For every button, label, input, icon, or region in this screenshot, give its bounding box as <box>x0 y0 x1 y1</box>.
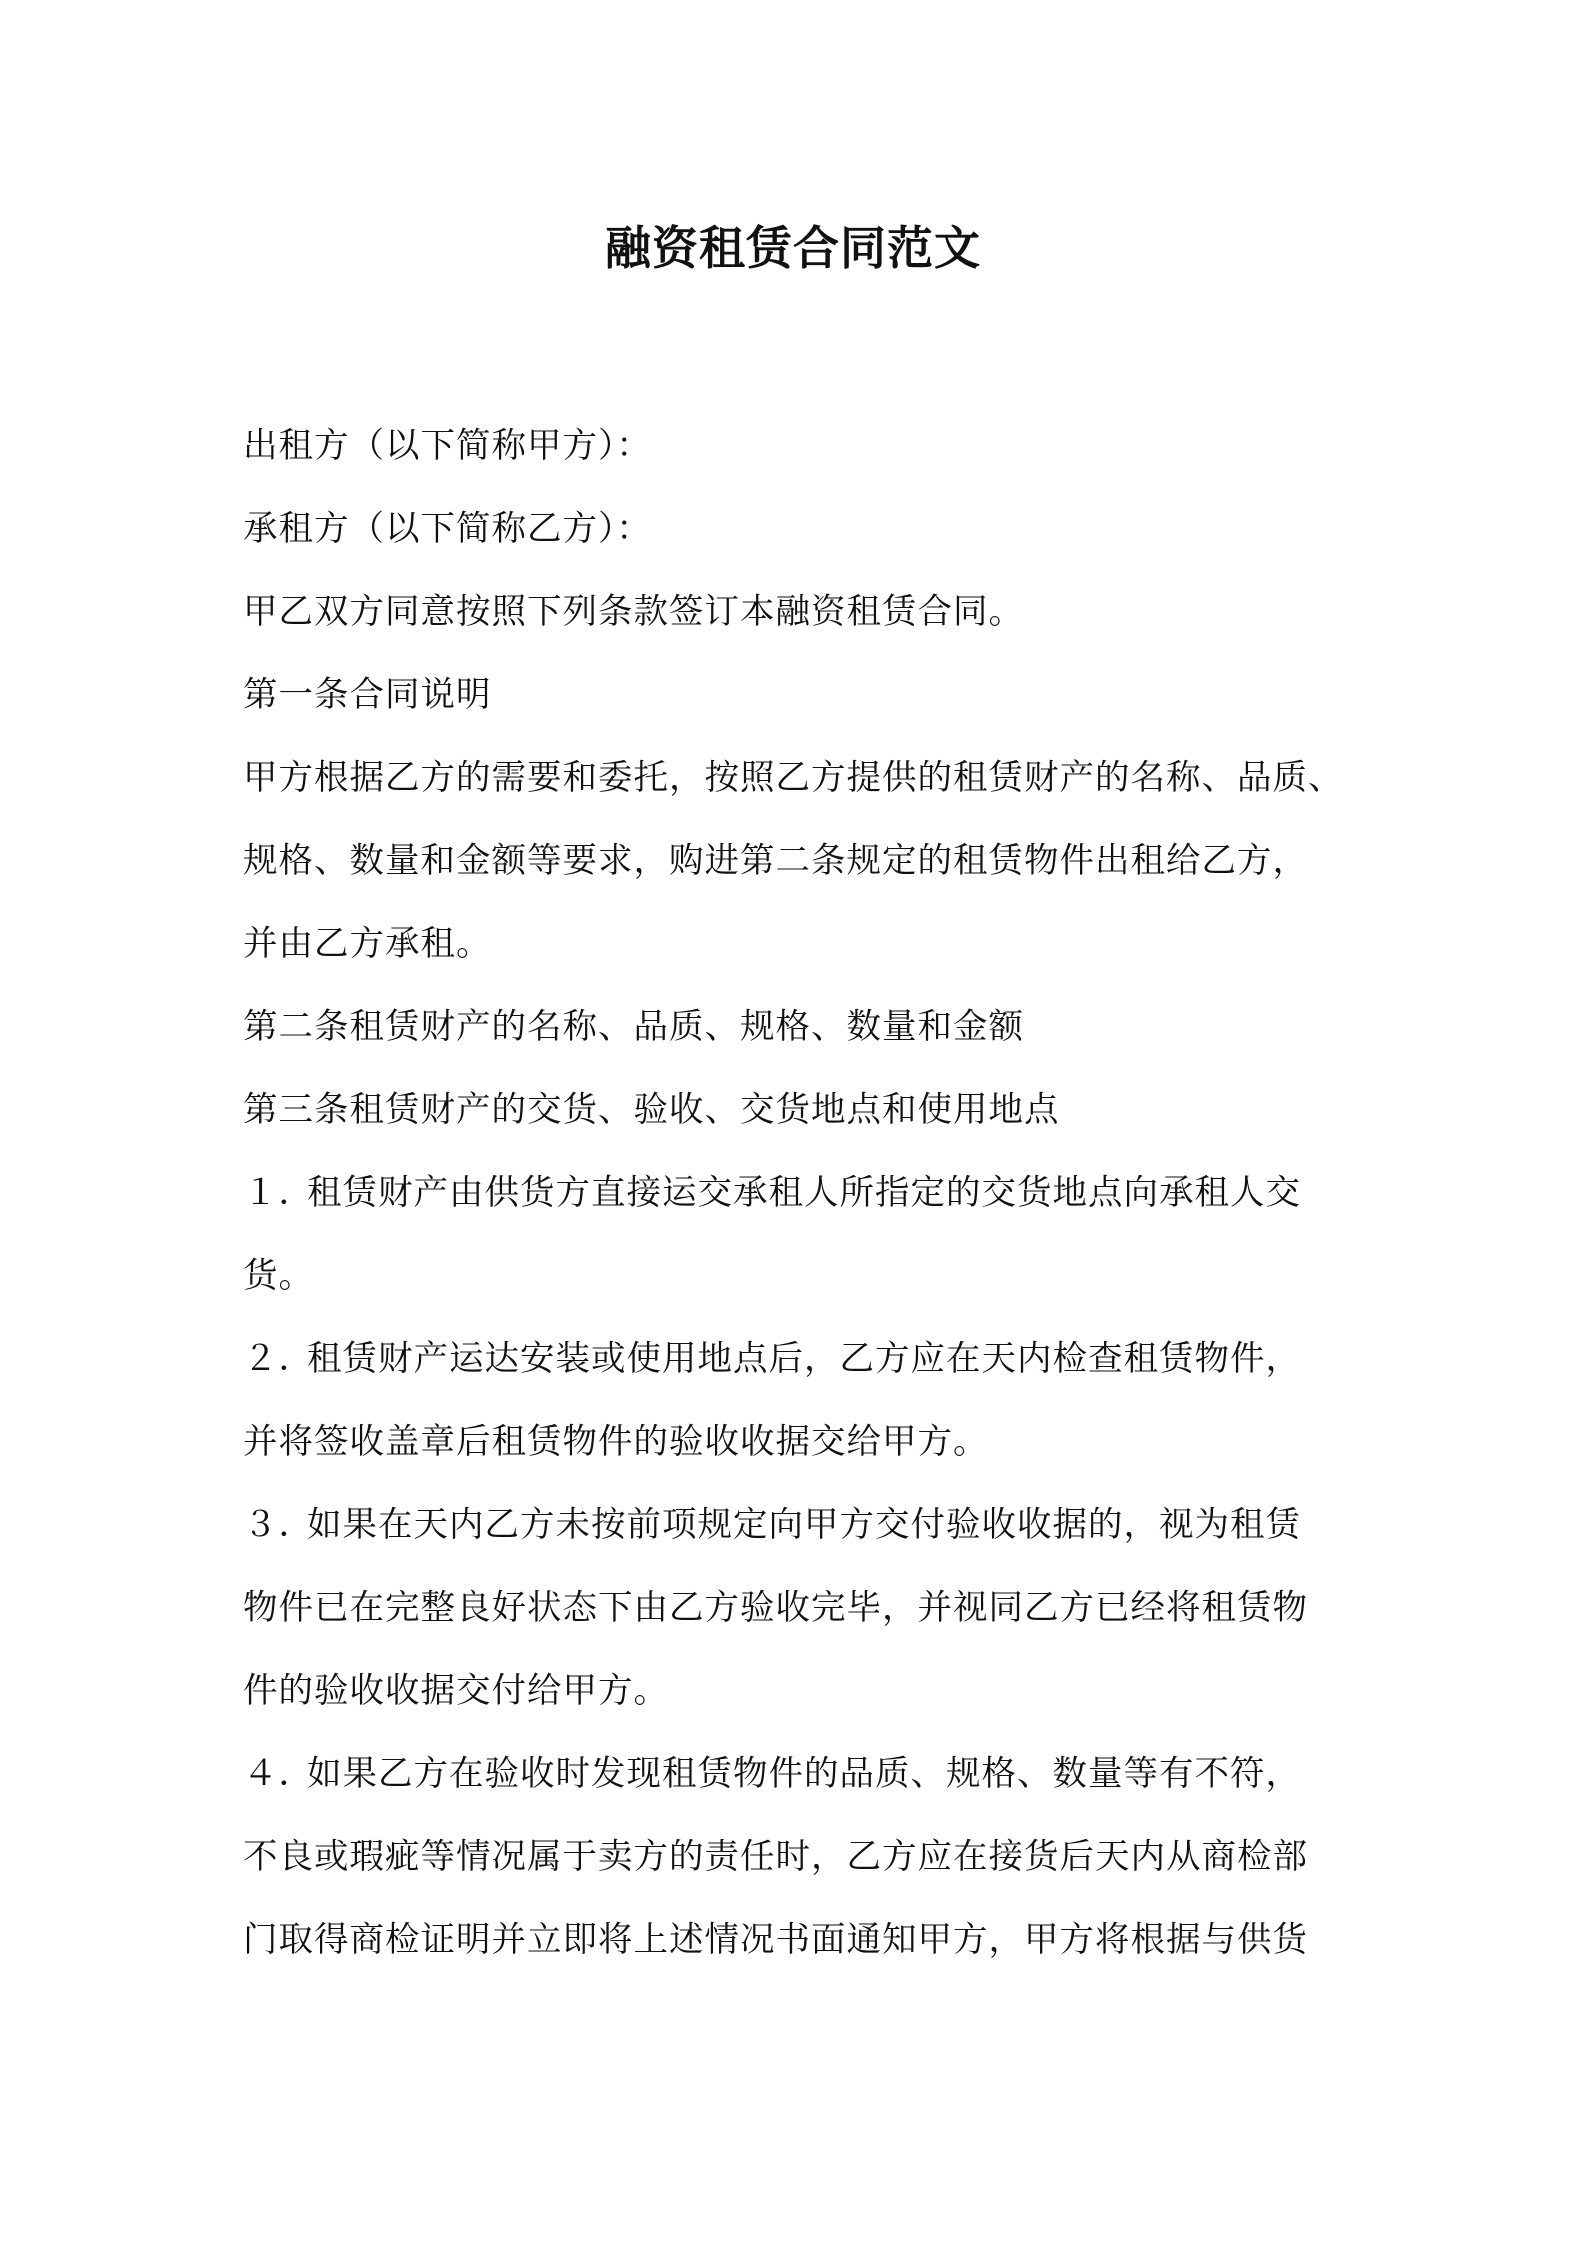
line-text: 如果乙方在验收时发现租赁物件的品质、规格、数量等有不符， <box>307 1754 1301 1794</box>
numbered-clause <box>243 1318 1363 1401</box>
section-heading <box>243 1069 1363 1152</box>
body-line <box>243 1816 1363 1899</box>
document-title: 融资租赁合同范文 <box>605 221 981 275</box>
line-text: 甲乙双方同意按照下列条款签订本融资租赁合同。 <box>243 592 1024 632</box>
section-heading <box>243 654 1363 737</box>
line-text: 物件已在完整良好状态下由乙方验收完毕，并视同乙方已经将租赁物 <box>243 1588 1308 1628</box>
body-line <box>243 1567 1363 1650</box>
body-line <box>243 405 1363 488</box>
line-text: 规格、数量和金额等要求，购进第二条规定的租赁物件出租给乙方， <box>243 841 1308 881</box>
document-body <box>243 405 1363 1982</box>
body-line <box>243 737 1363 820</box>
line-text: 出租方（以下简称甲方）： <box>243 426 652 466</box>
line-text: 租赁财产由供货方直接运交承租人所指定的交货地点向承租人交 <box>307 1173 1301 1213</box>
line-text: 件的验收收据交付给甲方。 <box>243 1671 669 1711</box>
numbered-clause <box>243 1733 1363 1816</box>
line-text: 承租方（以下简称乙方）： <box>243 509 652 549</box>
line-text: 门取得商检证明并立即将上述情况书面通知甲方，甲方将根据与供货 <box>243 1920 1308 1960</box>
body-line <box>243 820 1363 903</box>
body-line <box>243 1899 1363 1982</box>
line-text: 第一条合同说明 <box>243 675 492 715</box>
line-text: 第二条租赁财产的名称、品质、规格、数量和金额 <box>243 1007 1024 1047</box>
line-text: 第三条租赁财产的交货、验收、交货地点和使用地点 <box>243 1090 1060 1130</box>
numbered-clause <box>243 1152 1363 1235</box>
body-line <box>243 1401 1363 1484</box>
line-text: 不良或瑕疵等情况属于卖方的责任时，乙方应在接货后天内从商检部 <box>243 1837 1308 1877</box>
line-text: 甲方根据乙方的需要和委托，按照乙方提供的租赁财产的名称、品质、 <box>243 758 1344 798</box>
line-text: 货。 <box>243 1256 314 1296</box>
line-text: 并将签收盖章后租赁物件的验收收据交给甲方。 <box>243 1422 989 1462</box>
numbered-clause <box>243 1484 1363 1567</box>
clause-number: ３． <box>243 1505 314 1545</box>
clause-number: １． <box>243 1173 314 1213</box>
body-line <box>243 1650 1363 1733</box>
body-line <box>243 1235 1363 1318</box>
body-line <box>243 571 1363 654</box>
line-text: 如果在天内乙方未按前项规定向甲方交付验收收据的，视为租赁 <box>307 1505 1301 1545</box>
section-heading <box>243 986 1363 1069</box>
clause-number: ４． <box>243 1754 314 1794</box>
line-text: 租赁财产运达安装或使用地点后，乙方应在天内检查租赁物件， <box>307 1339 1301 1379</box>
clause-number: ２． <box>243 1339 314 1379</box>
body-line <box>243 488 1363 571</box>
body-line <box>243 903 1363 986</box>
line-text: 并由乙方承租。 <box>243 924 492 964</box>
